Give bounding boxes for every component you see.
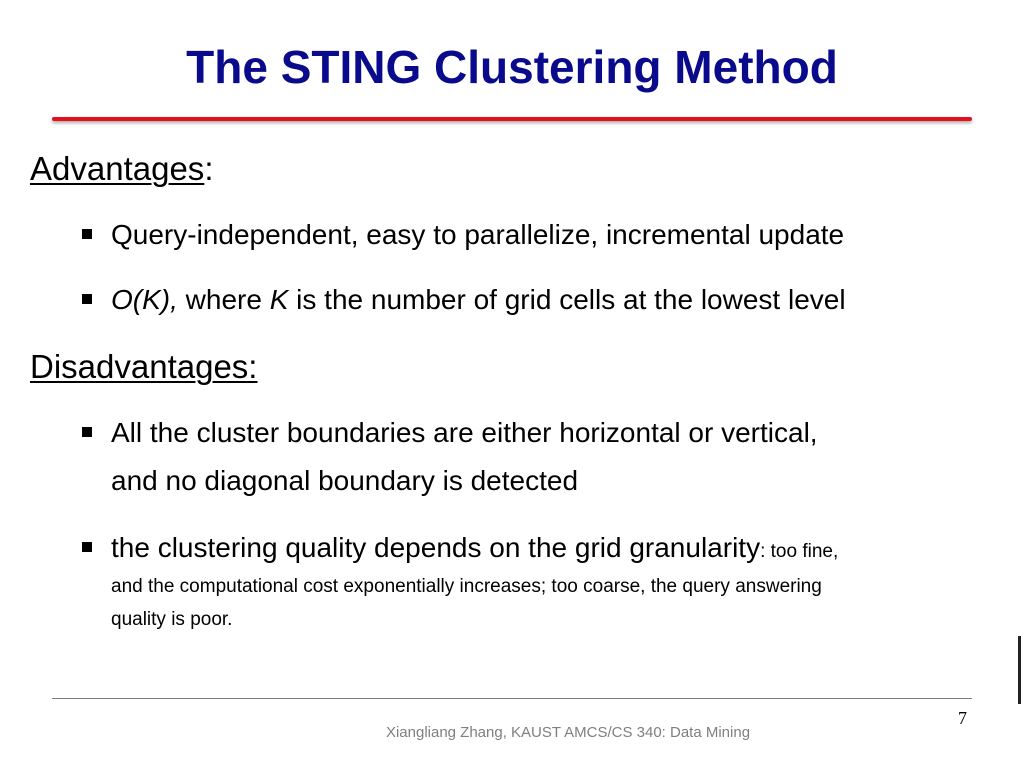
disadvantages-heading-label: Disadvantages: [30, 348, 258, 385]
bullet-square-icon [82, 229, 92, 239]
page-number: 7 [958, 708, 967, 728]
disadvantage-bullet-1-line-2: and no diagonal boundary is detected [111, 465, 579, 496]
disadvantages-heading [30, 348, 257, 386]
title-underline-rule [52, 117, 972, 121]
disadvantage-bullet-2-tail: : too fine, [760, 541, 839, 562]
edge-mark [1018, 636, 1021, 704]
footer-rule [52, 698, 972, 699]
advantages-heading-colon: : [204, 150, 214, 187]
disadvantage-bullet-2-line-1 [111, 525, 838, 571]
complexity-term: O(K), [111, 284, 178, 315]
slide-title: The STING Clustering Method [186, 41, 838, 93]
disadvantage-bullet-2-main: the clustering quality depends on the grid granularity [111, 532, 761, 563]
advantage-bullet-2-rest: is the number of grid cells at the lowest level [288, 284, 846, 315]
disadvantage-bullet-2-line-2: and the computational cost exponentially increases; too coarse, the query answering [111, 576, 822, 597]
k-variable: K [269, 284, 289, 315]
advantages-heading-label: Advantages [30, 150, 205, 187]
advantage-bullet-1: Query-independent, easy to parallelize, incremental update [111, 219, 845, 250]
advantages-heading [30, 150, 213, 188]
bullet-square-icon [82, 542, 92, 552]
disadvantage-bullet-1-line-1: All the cluster boundaries are either horizontal or vertical, [111, 417, 818, 448]
footer-credit: Xiangliang Zhang, KAUST AMCS/CS 340: Data Mining [385, 724, 751, 741]
disadvantage-bullet-2-line-3: quality is poor. [111, 609, 233, 630]
bullet-square-icon [82, 294, 92, 304]
advantage-bullet-2 [111, 277, 846, 323]
bullet-square-icon [82, 427, 92, 437]
advantage-bullet-2-where: where [177, 284, 270, 315]
